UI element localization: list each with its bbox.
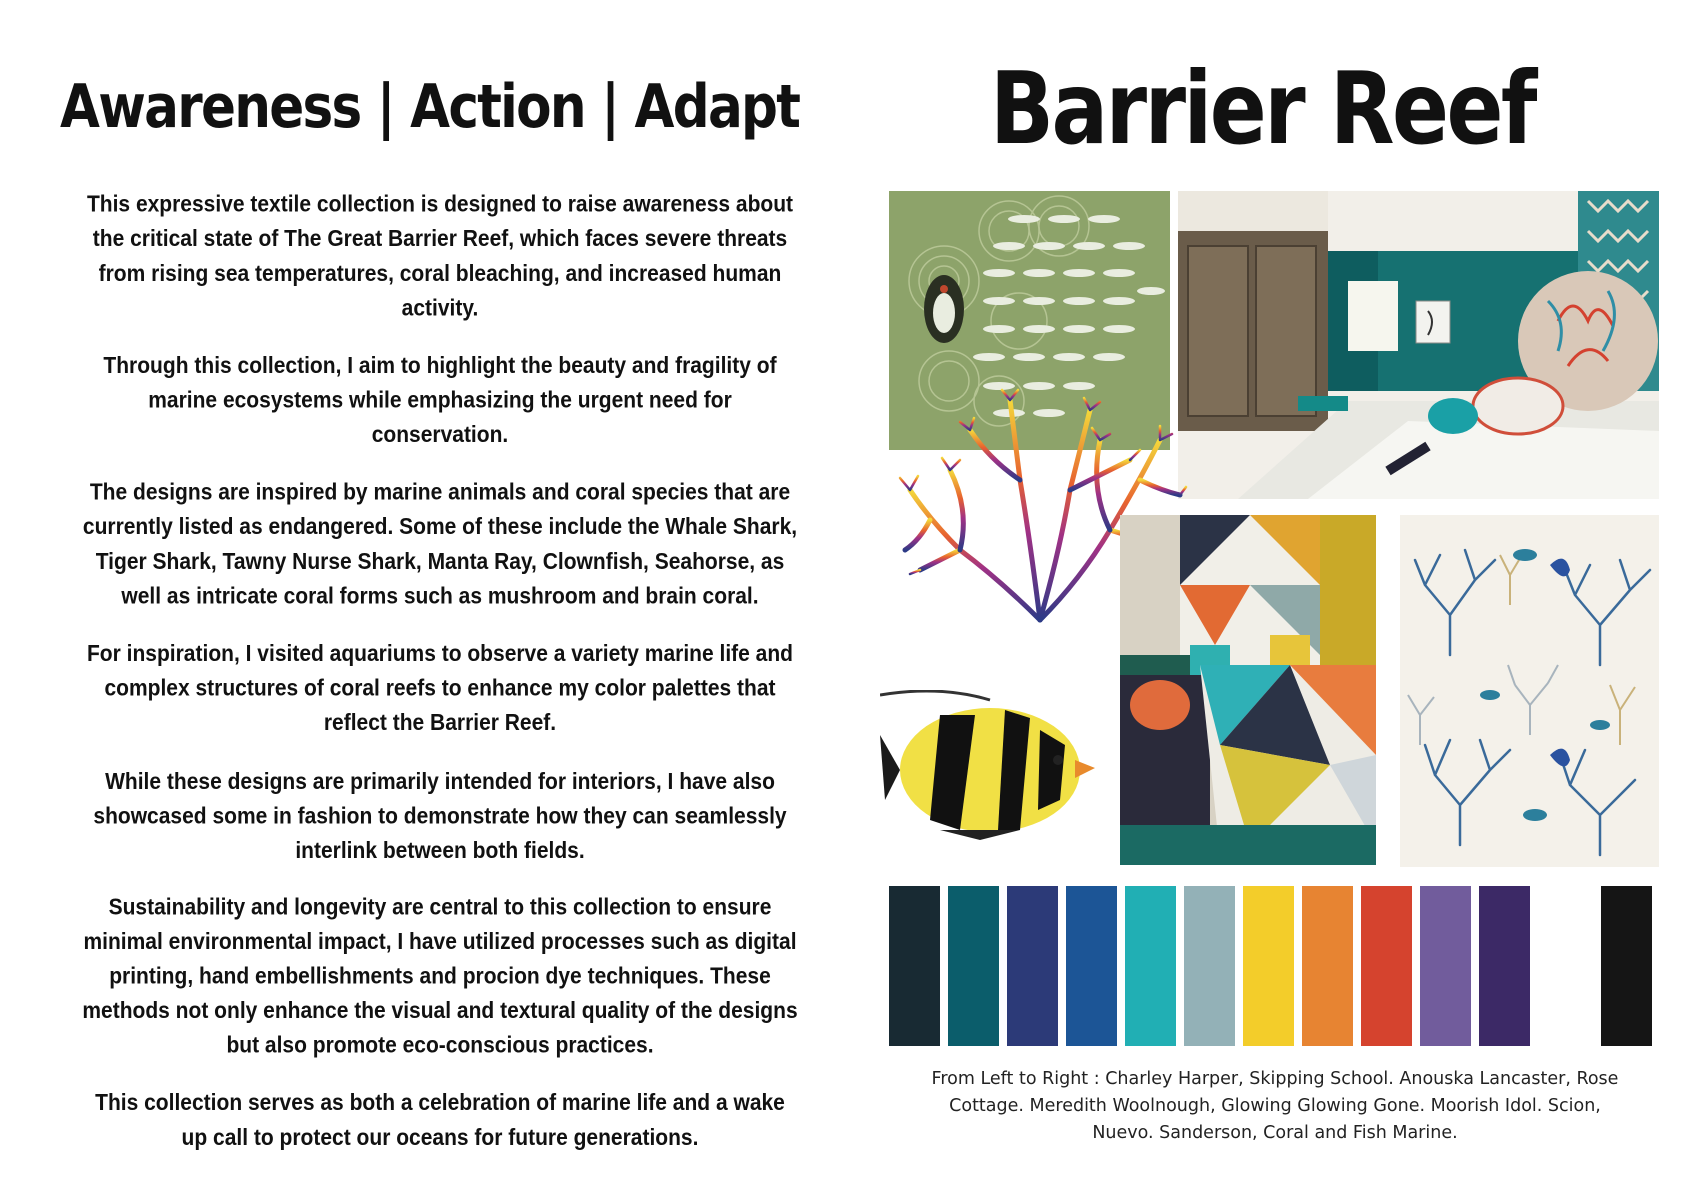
right-title: Barrier Reef <box>990 50 1535 167</box>
nuevo-geometric-image <box>1120 515 1376 865</box>
palette-swatch <box>1007 886 1058 1046</box>
colour-palette <box>889 886 1655 1046</box>
statement-paragraph: This collection serves as both a celebration of marine life and a wake up call to protect our oceans for future generations. <box>95 1090 785 1151</box>
statement-paragraph: The designs are inspired by marine animals and coral species that are currently listed as endangered. Some of these include the Whale Shark, Tiger Shark, Tawny Nurse Shark, Manta Ray, Clownfish, Seahorse, as well as intricate coral forms such as mushroom and brain coral. <box>82 480 798 609</box>
palette-swatch <box>1184 886 1235 1046</box>
moorish-idol-image <box>880 690 1095 840</box>
caption-line: Cottage. Meredith Woolnough, Glowing Glowing Gone. Moorish Idol. Scion, <box>949 1096 1601 1116</box>
coral-fish-marine-image <box>1400 515 1659 867</box>
statement-paragraph: While these designs are primarily intended for interiors, I have also showcased some in fashion to demonstrate how they can seamlessly interlink between both fields. <box>93 769 787 864</box>
caption-line: From Left to Right : Charley Harper, Skipping School. Anouska Lancaster, Rose <box>931 1069 1619 1089</box>
statement-paragraph: Through this collection, I aim to highlight the beauty and fragility of marine ecosystems while emphasizing the urgent need for conservation. <box>103 353 777 448</box>
left-title: Awareness | Action | Adapt <box>60 72 800 142</box>
statement-text <box>80 193 800 1185</box>
caption-line: Nuevo. Sanderson, Coral and Fish Marine. <box>1092 1123 1458 1143</box>
statement-paragraph: This expressive textile collection is designed to raise awareness about the critical state of The Great Barrier Reef, which faces severe threats from rising sea temperatures, coral bleaching, and increased human activity. <box>86 192 794 321</box>
palette-swatch <box>1361 886 1412 1046</box>
statement-paragraph: Sustainability and longevity are central to this collection to ensure minimal environmental impact, I have utilized processes such as digital printing, hand embellishments and procion dye techniques. These methods not only enhance the visual and textural quality of the designs but also promote eco-conscious practices. <box>82 894 798 1058</box>
moorish-idol-fish <box>880 690 1095 840</box>
palette-swatch <box>1066 886 1117 1046</box>
palette-swatch <box>1601 886 1652 1046</box>
palette-swatch <box>1125 886 1176 1046</box>
geometric-pillows-illustration <box>1120 515 1376 865</box>
coral-wallpaper-illustration <box>1400 515 1659 867</box>
rose-cottage-bedroom-image <box>1178 191 1659 499</box>
palette-swatch <box>1420 886 1471 1046</box>
palette-swatch <box>1302 886 1353 1046</box>
image-credits-caption <box>890 1066 1660 1147</box>
palette-swatch <box>1243 886 1294 1046</box>
statement-paragraph: For inspiration, I visited aquariums to observe a variety marine life and complex structures of coral reefs to enhance my color palettes that reflect the Barrier Reef. <box>86 641 794 736</box>
palette-swatch <box>889 886 940 1046</box>
bedroom-illustration <box>1178 191 1659 499</box>
palette-swatch <box>948 886 999 1046</box>
palette-swatch <box>1479 886 1530 1046</box>
